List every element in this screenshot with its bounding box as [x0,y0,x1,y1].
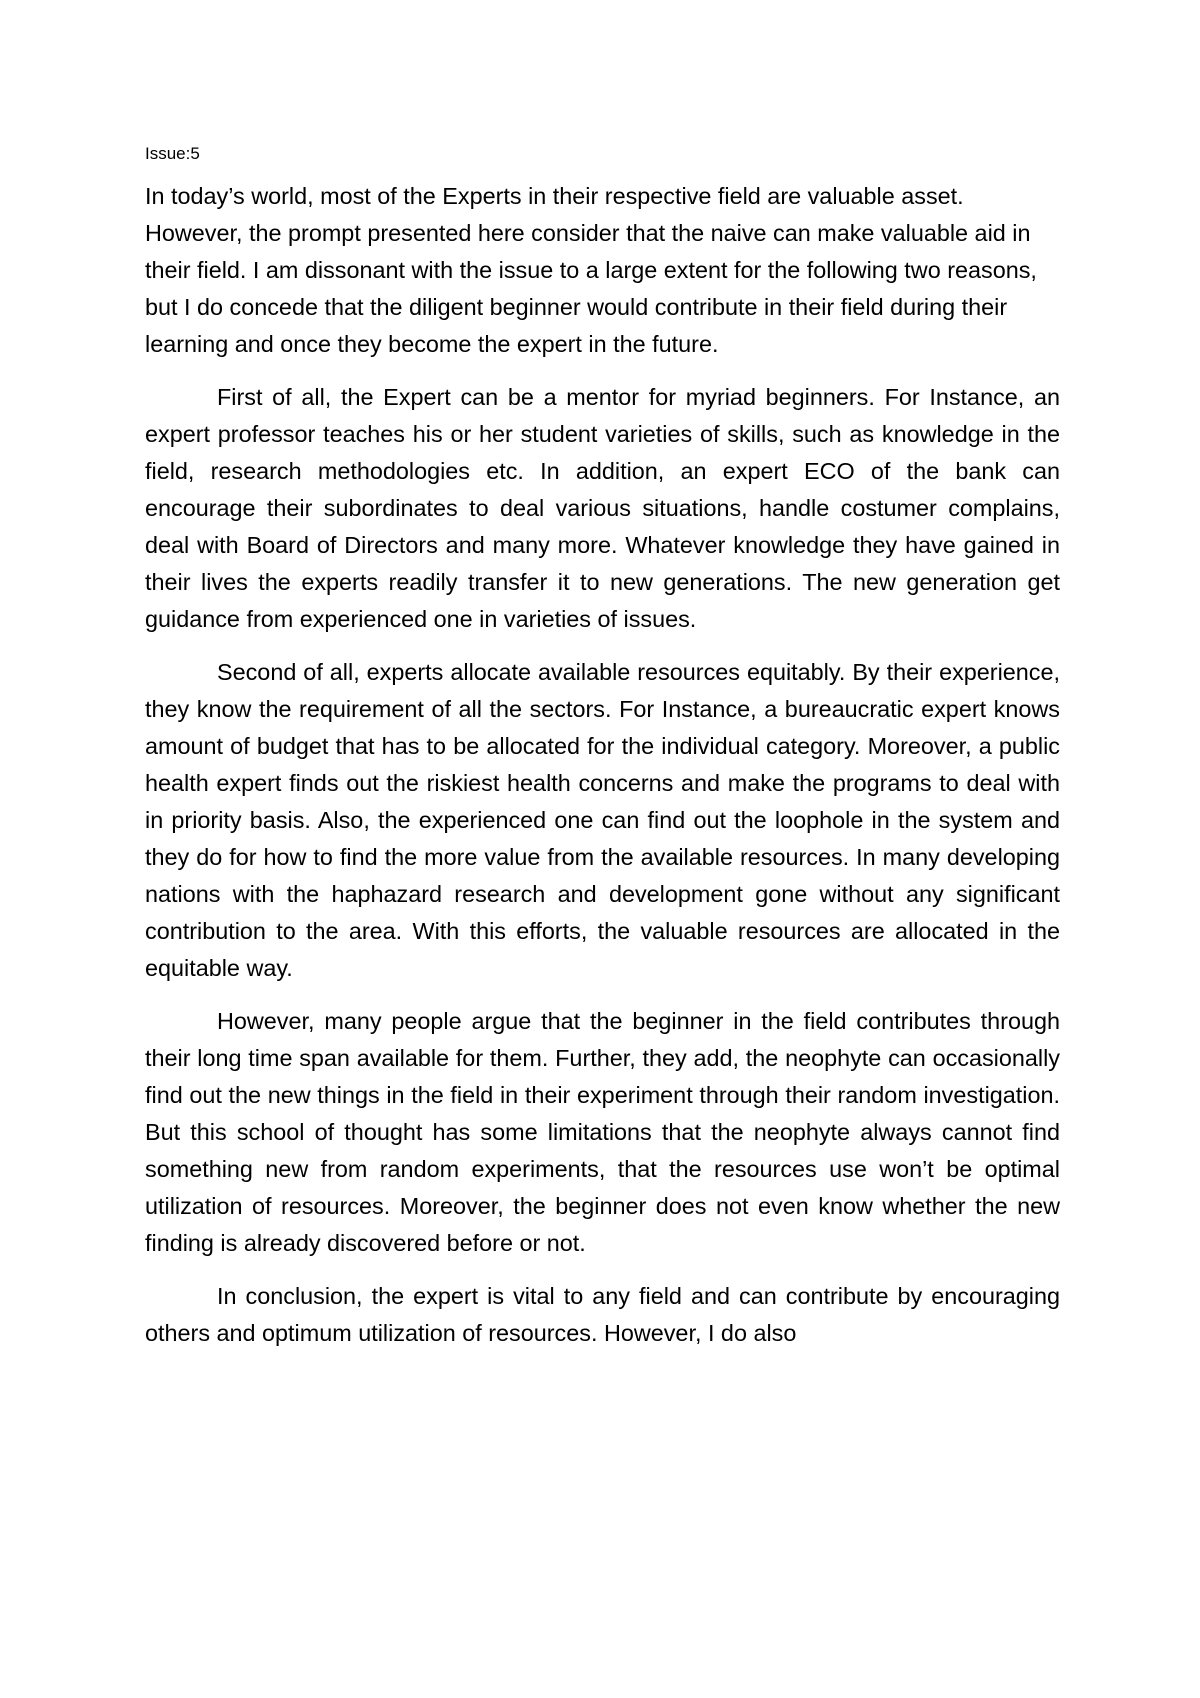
paragraph-introduction: In today’s world, most of the Experts in their respective field are valuable asset. However, the prompt presented here consider that the naive can make valuable aid in their field. I am dissonant with the issue to a large extent for the following two reasons, but I do concede that the diligent beginner would contribute in their field during their learning and once they become the expert in the future. [145,183,1037,357]
issue-label: Issue:5 [145,144,200,163]
paragraph-body-1: First of all, the Expert can be a mentor for myriad beginners. For Instance, an expert professor teaches his or her student varieties of skills, such as knowledge in the field, research methodologies etc. In addition, an expert ECO of the bank can encourage their subordinates to deal various situations, handle costumer complains, deal with Board of Directors and many more. Whatever knowledge they have gained in their lives the experts readily transfer it to new generations. The new generation get guidance from experienced one in varieties of issues. [145,384,1060,632]
paragraph-conclusion: In conclusion, the expert is vital to any field and can contribute by encouraging others and optimum utilization of resources. However, I do also [145,1283,1060,1346]
document-body [145,142,1060,1368]
paragraph-body-2: Second of all, experts allocate available resources equitably. By their experience, they know the requirement of all the sectors. For Instance, a bureaucratic expert knows amount of budget that has to be allocated for the individual category. Moreover, a public health expert finds out the riskiest health concerns and make the programs to deal with in priority basis. Also, the experienced one can find out the loophole in the system and they do for how to find the more value from the available resources. In many developing nations with the haphazard research and development gone without any significant contribution to the area. With this efforts, the valuable resources are allocated in the equitable way. [145,659,1060,981]
paragraph-counterargument: However, many people argue that the beginner in the field contributes through their long time span available for them. Further, they add, the neophyte can occasionally find out the new things in the field in their experiment through their random investigation. But this school of thought has some limitations that the neophyte always cannot find something new from random experiments, that the resources use won’t be optimal utilization of resources. Moreover, the beginner does not even know whether the new finding is already discovered before or not. [145,1008,1060,1256]
